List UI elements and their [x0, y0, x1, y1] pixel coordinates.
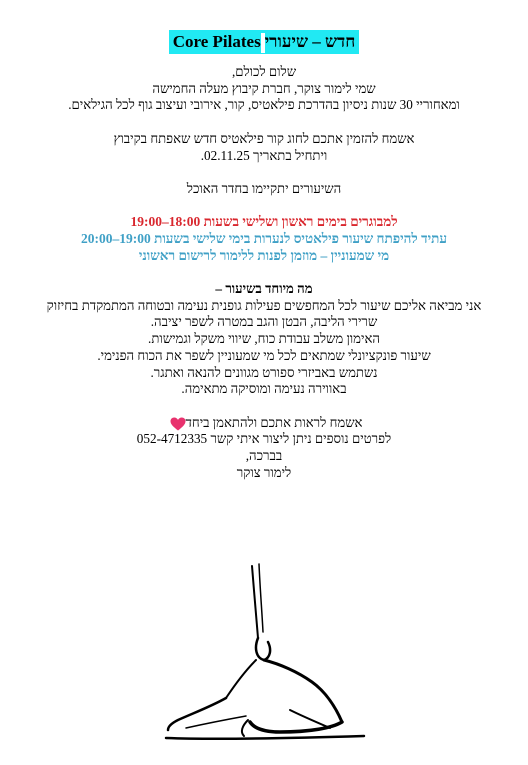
youth-schedule: עתיד להיפתח שיעור פילאטיס לנערות בימי שלישי בשעות 19:00–20:00 [80, 230, 448, 246]
title-english: Core Pilates [172, 32, 261, 51]
pilates-figure-illustration [160, 560, 370, 755]
regards-line: בברכה, [245, 448, 283, 464]
adults-schedule: למבוגרים בימים ראשון ושלישי בשעות 18:00–19:00 [130, 214, 398, 230]
special-line: האימון משלב עבודת כוח, שיווי משקל וגמישות. [148, 331, 380, 347]
invite-line: אשמח להזמין אתכם לחוג קור פילאטיס חדש שאפתח בקיבוץ [113, 130, 415, 146]
title-wrap [0, 30, 528, 54]
intro-experience-line: ומאחוריי 30 שנות ניסיון בהדרכת פילאטיס, קור, אירובי ועיצוב גוף לכל הגילאים. [68, 97, 460, 113]
heart-icon [170, 417, 186, 431]
registration-note: מי שמעוניין – מוזמן לפנות ללימור לרישום ראשוני [138, 247, 390, 263]
spacer [12, 398, 516, 415]
special-line: שרירי הליבה, הבטן והגב במטרה לשפר יציבה. [150, 314, 378, 330]
see-you-line [12, 415, 516, 432]
location-line: השיעורים יתקיימו בחדר האוכל [186, 180, 342, 196]
special-heading: מה מיוחד בשיעור – [215, 281, 313, 297]
spacer [12, 114, 516, 131]
greeting-line: שלום לכולם, [231, 64, 297, 79]
signature-line: לימור צוקר [236, 464, 292, 480]
spacer [12, 164, 516, 181]
start-date-line: ויתחיל בתאריך 02.11.25. [200, 147, 328, 163]
special-line: שיעור פונקציונלי שמתאים לכל מי שמעוניין לשפר את הכוח הפנימי. [97, 347, 431, 363]
spacer [12, 198, 516, 215]
intro-name-line: שמי לימור צוקר, חברת קיבוץ מעלה החמישה [152, 80, 376, 96]
document-title [169, 30, 360, 54]
see-you-text: אשמח לראות אתכם ולהתאמן ביחד [185, 414, 363, 430]
contact-line: לפרטים נוספים ניתן ליצור איתי קשר 052-4712335 [136, 431, 392, 447]
special-line: נשתמש באביזרי ספורט מגוונים להנאה ואתגר. [150, 364, 378, 380]
special-line: אני מביאה אליכם שיעור לכל המחפשים פעילות גופנית נעימה ובטוחה המתמקדת בחיזוק [46, 297, 482, 313]
title-hebrew: חדש – שיעורי [264, 32, 356, 51]
document-body [12, 64, 516, 482]
special-line: באווירה נעימה ומוסיקה מתאימה. [181, 381, 347, 397]
spacer [12, 264, 516, 281]
